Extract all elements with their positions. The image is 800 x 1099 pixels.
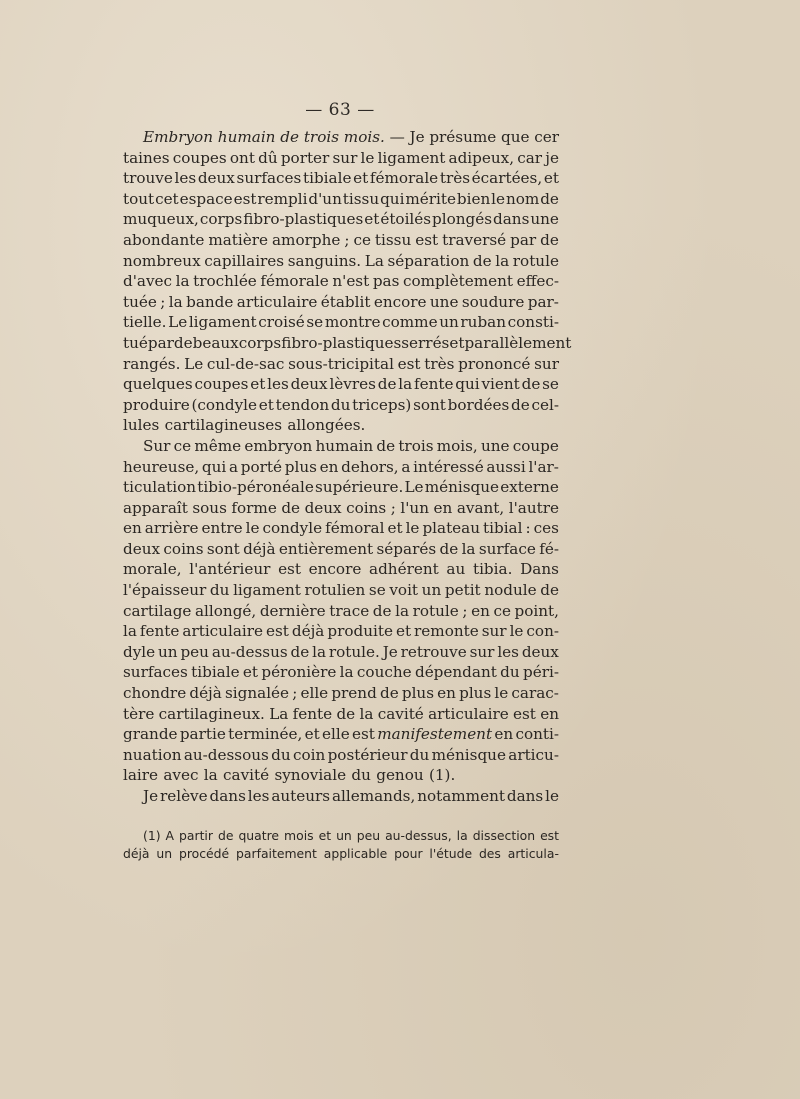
body-line: d'avec la trochlée fémorale n'est pas complètement effec-: [123, 272, 559, 291]
body-line: Embryon humain de trois mois. — Je présume que cer: [143, 128, 559, 146]
body-line: apparaît sous forme de deux coins ; l'un en avant, l'autre: [123, 498, 559, 517]
page-number: — 63 —: [305, 100, 375, 120]
body-line: dyle un peu au-dessus de la rotule. Je retrouve sur les deux: [123, 642, 559, 661]
body-line: tué par de beaux corps fibro-plastiques serrés et parallèlement: [123, 333, 572, 352]
body-line: en arrière entre le condyle fémoral et le plateau tibial : ces: [123, 519, 559, 538]
body-line: muqueux, corps fibro-plastiques et étoilés plongés dans une: [123, 210, 559, 229]
body-line: Je relève dans les auteurs allemands, notamment dans le: [143, 787, 559, 805]
body-line: ticulation tibio-péronéale supérieure. Le ménisque externe: [123, 478, 559, 497]
body-line: lules cartilagineuses allongées.: [123, 416, 366, 435]
body-line: tuée ; la bande articulaire établit encore une soudure par-: [123, 292, 559, 311]
body-line: tielle. Le ligament croisé se montre comme un ruban consti-: [123, 313, 559, 332]
body-line: chondre déjà signalée ; elle prend de plus en plus le carac-: [123, 684, 559, 703]
body-line: nuation au-dessous du coin postérieur du ménisque articu-: [123, 745, 559, 764]
body-line: produire (condyle et tendon du triceps) sont bordées de cel-: [123, 395, 559, 414]
body-line: laire avec la cavité synoviale du genou (1).: [123, 766, 456, 785]
body-line: tout cet espace est rempli d'un tissu qui mérite bien le nom de: [123, 189, 559, 208]
body-line: l'épaisseur du ligament rotulien se voit un petit nodule de: [123, 581, 559, 600]
body-line: abondante matière amorphe ; ce tissu est traversé par de: [123, 230, 559, 249]
body-line: taines coupes ont dû porter sur le ligament adipeux, car je: [123, 148, 559, 167]
body-line: morale, l'antérieur est encore adhérent au tibia. Dans: [123, 560, 559, 579]
body-line: nombreux capillaires sanguins. La séparation de la rotule: [123, 251, 559, 270]
body-line: surfaces tibiale et péronière la couche dépendant du péri-: [123, 663, 559, 682]
footnote: [123, 827, 559, 863]
body-line: grande partie terminée, et elle est manifestement en conti-: [123, 725, 559, 744]
body-line: trouve les deux surfaces tibiale et fémorale très écartées, et: [123, 169, 559, 188]
body-line: tère cartilagineux. La fente de la cavité articulaire est en: [123, 704, 559, 723]
footnote-line: (1) A partir de quatre mois et un peu au-dessus, la dissection est: [143, 828, 559, 843]
body-text: [123, 127, 572, 807]
body-line: rangés. Le cul-de-sac sous-tricipital est très prononcé sur: [123, 354, 559, 373]
footnote-line: déjà un procédé parfaitement applicable pour l'étude des articula-: [123, 846, 559, 861]
body-line: Sur ce même embryon humain de trois mois, une coupe: [143, 436, 559, 455]
body-line: heureuse, qui a porté plus en dehors, a intéressé aussi l'ar-: [123, 457, 559, 476]
body-line: deux coins sont déjà entièrement séparés de la surface fé-: [123, 539, 559, 558]
body-line: cartilage allongé, dernière trace de la rotule ; en ce point,: [123, 601, 559, 620]
body-line: quelques coupes et les deux lèvres de la fente qui vient de se: [123, 375, 559, 394]
body-line: la fente articulaire est déjà produite et remonte sur le con-: [123, 622, 559, 641]
